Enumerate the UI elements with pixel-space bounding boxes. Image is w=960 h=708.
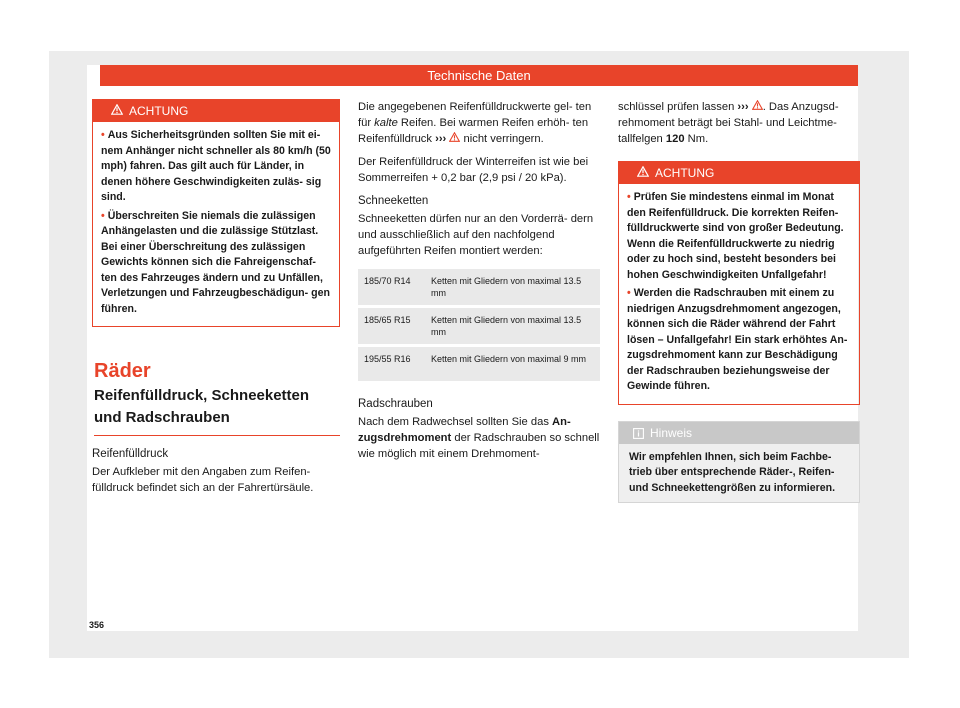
page-header-title: Technische Daten [100,65,858,86]
warning-box [618,161,860,405]
warning-item: • Aus Sicherheitsgründen sollten Sie mit ei- nem Anhänger nicht schneller als 80 km/h (50 mph) fahren. Das gilt auch für Länder, in denen höhere Geschwindigkeiten zuläs- sig sind. [101,129,331,203]
warning-triangle-icon [637,162,649,184]
paragraph-radschrauben: Nach dem Radwechsel sollten Sie das An- zugsdrehmoment der Radschrauben so schnell wie möglich mit einem Drehmoment- [358,416,600,460]
table-row [358,269,600,305]
warning-box [92,99,340,327]
subsection-title: Reifenfülldruck, Schneeketten und Radschrauben [94,385,340,436]
page-number: 356 [89,620,105,630]
column-1 [92,99,340,503]
table-cell-tyre: 185/65 R15 [358,308,425,344]
hint-box [618,421,860,504]
paragraph-schneeketten: Schneeketten dürfen nur an den Vorderrä- dern und ausschließlich auf den nachfolgend aufgeführten Reifen montiert werden: [358,213,594,257]
table-row [358,308,600,344]
warning-item: • Werden die Radschrauben mit einem zu niedrigen Anzugsdrehmoment angezogen, können sich die Räder während der Fahrt lösen – Unfallgefahr! Ein stark erhöhtes An- zugsdrehmoment kann zur Beschädigung der Radschrauben beziehungsweise der Gewinde führen. [627,287,848,392]
table-cell-tyre: 195/55 R16 [358,347,425,381]
table-cell-tyre: 185/70 R14 [358,269,425,305]
column-3 [618,99,860,503]
table-row [358,347,600,381]
hint-text: Wir empfehlen Ihnen, sich beim Fachbe- trieb über entsprechende Räder-, Reifen- und Schneekettengrößen zu informieren. [629,450,836,494]
warning-item: • Prüfen Sie mindestens einmal im Monat den Reifenfülldruck. Die korrekten Reifen- fülldruckwerte sind von großer Bedeutung. Wenn die Reifenfülldruckwerte zu niedrig oder zu hoch sind, besteht besonders bei hohen Geschwindigkeiten Unfallgefahr! [627,191,844,281]
warning-triangle-icon [752,101,763,113]
info-icon [633,424,644,446]
heading-reifenfuelldruck: Reifenfülldruck [92,448,169,460]
hint-label: Hinweis [650,425,693,440]
paragraph-reifenfuelldruck: Der Aufkleber mit den Angaben zum Reifen- fülldruck befindet sich an der Fahrertürsäule. [92,466,314,494]
warning-header [93,100,339,122]
table-cell-chain: Ketten mit Gliedern von maximal 13.5 mm [425,308,600,344]
table-cell-chain: Ketten mit Gliedern von maximal 9 mm [425,347,600,381]
warning-item: • Überschreiten Sie niemals die zulässigen Anhängelasten und die zulässige Stützlast. Bei einer Überschreitung des zulässigen Gewichts können sich die Fahreigenschaf- ten des Fahrzeuges ändern und zu Unfällen, Verletzungen und Fahrzeugbeschädigun- gen führen. [101,209,330,315]
warning-triangle-icon [111,100,123,122]
chain-table [358,266,600,384]
paragraph-winter-tyres: Der Reifenfülldruck der Winterreifen ist wie bei Sommerreifen + 0,2 bar (2,9 psi / 20 kPa). [358,156,589,184]
hint-header [619,422,859,444]
warning-header [619,162,859,184]
paragraph-torque: schlüssel prüfen lassen ››› . Das Anzugsd- rehmoment beträgt bei Stahl- und Leichtme- tallfelgen 120 Nm. [618,101,839,145]
table-cell-chain: Ketten mit Gliedern von maximal 13.5 mm [425,269,600,305]
paragraph-cold-tyres: Die angegebenen Reifenfülldruckwerte gel- ten für kalte Reifen. Bei warmen Reifen erhöh- ten Reifenfülldruck ››› nicht verringern. [358,101,592,145]
warning-triangle-icon [449,133,460,145]
warning-label: ACHTUNG [655,166,715,180]
heading-schneeketten: Schneeketten [358,195,429,207]
heading-radschrauben: Radschrauben [358,398,433,410]
warning-label: ACHTUNG [129,104,189,118]
section-title: Räder [94,360,151,382]
column-2 [358,99,600,469]
